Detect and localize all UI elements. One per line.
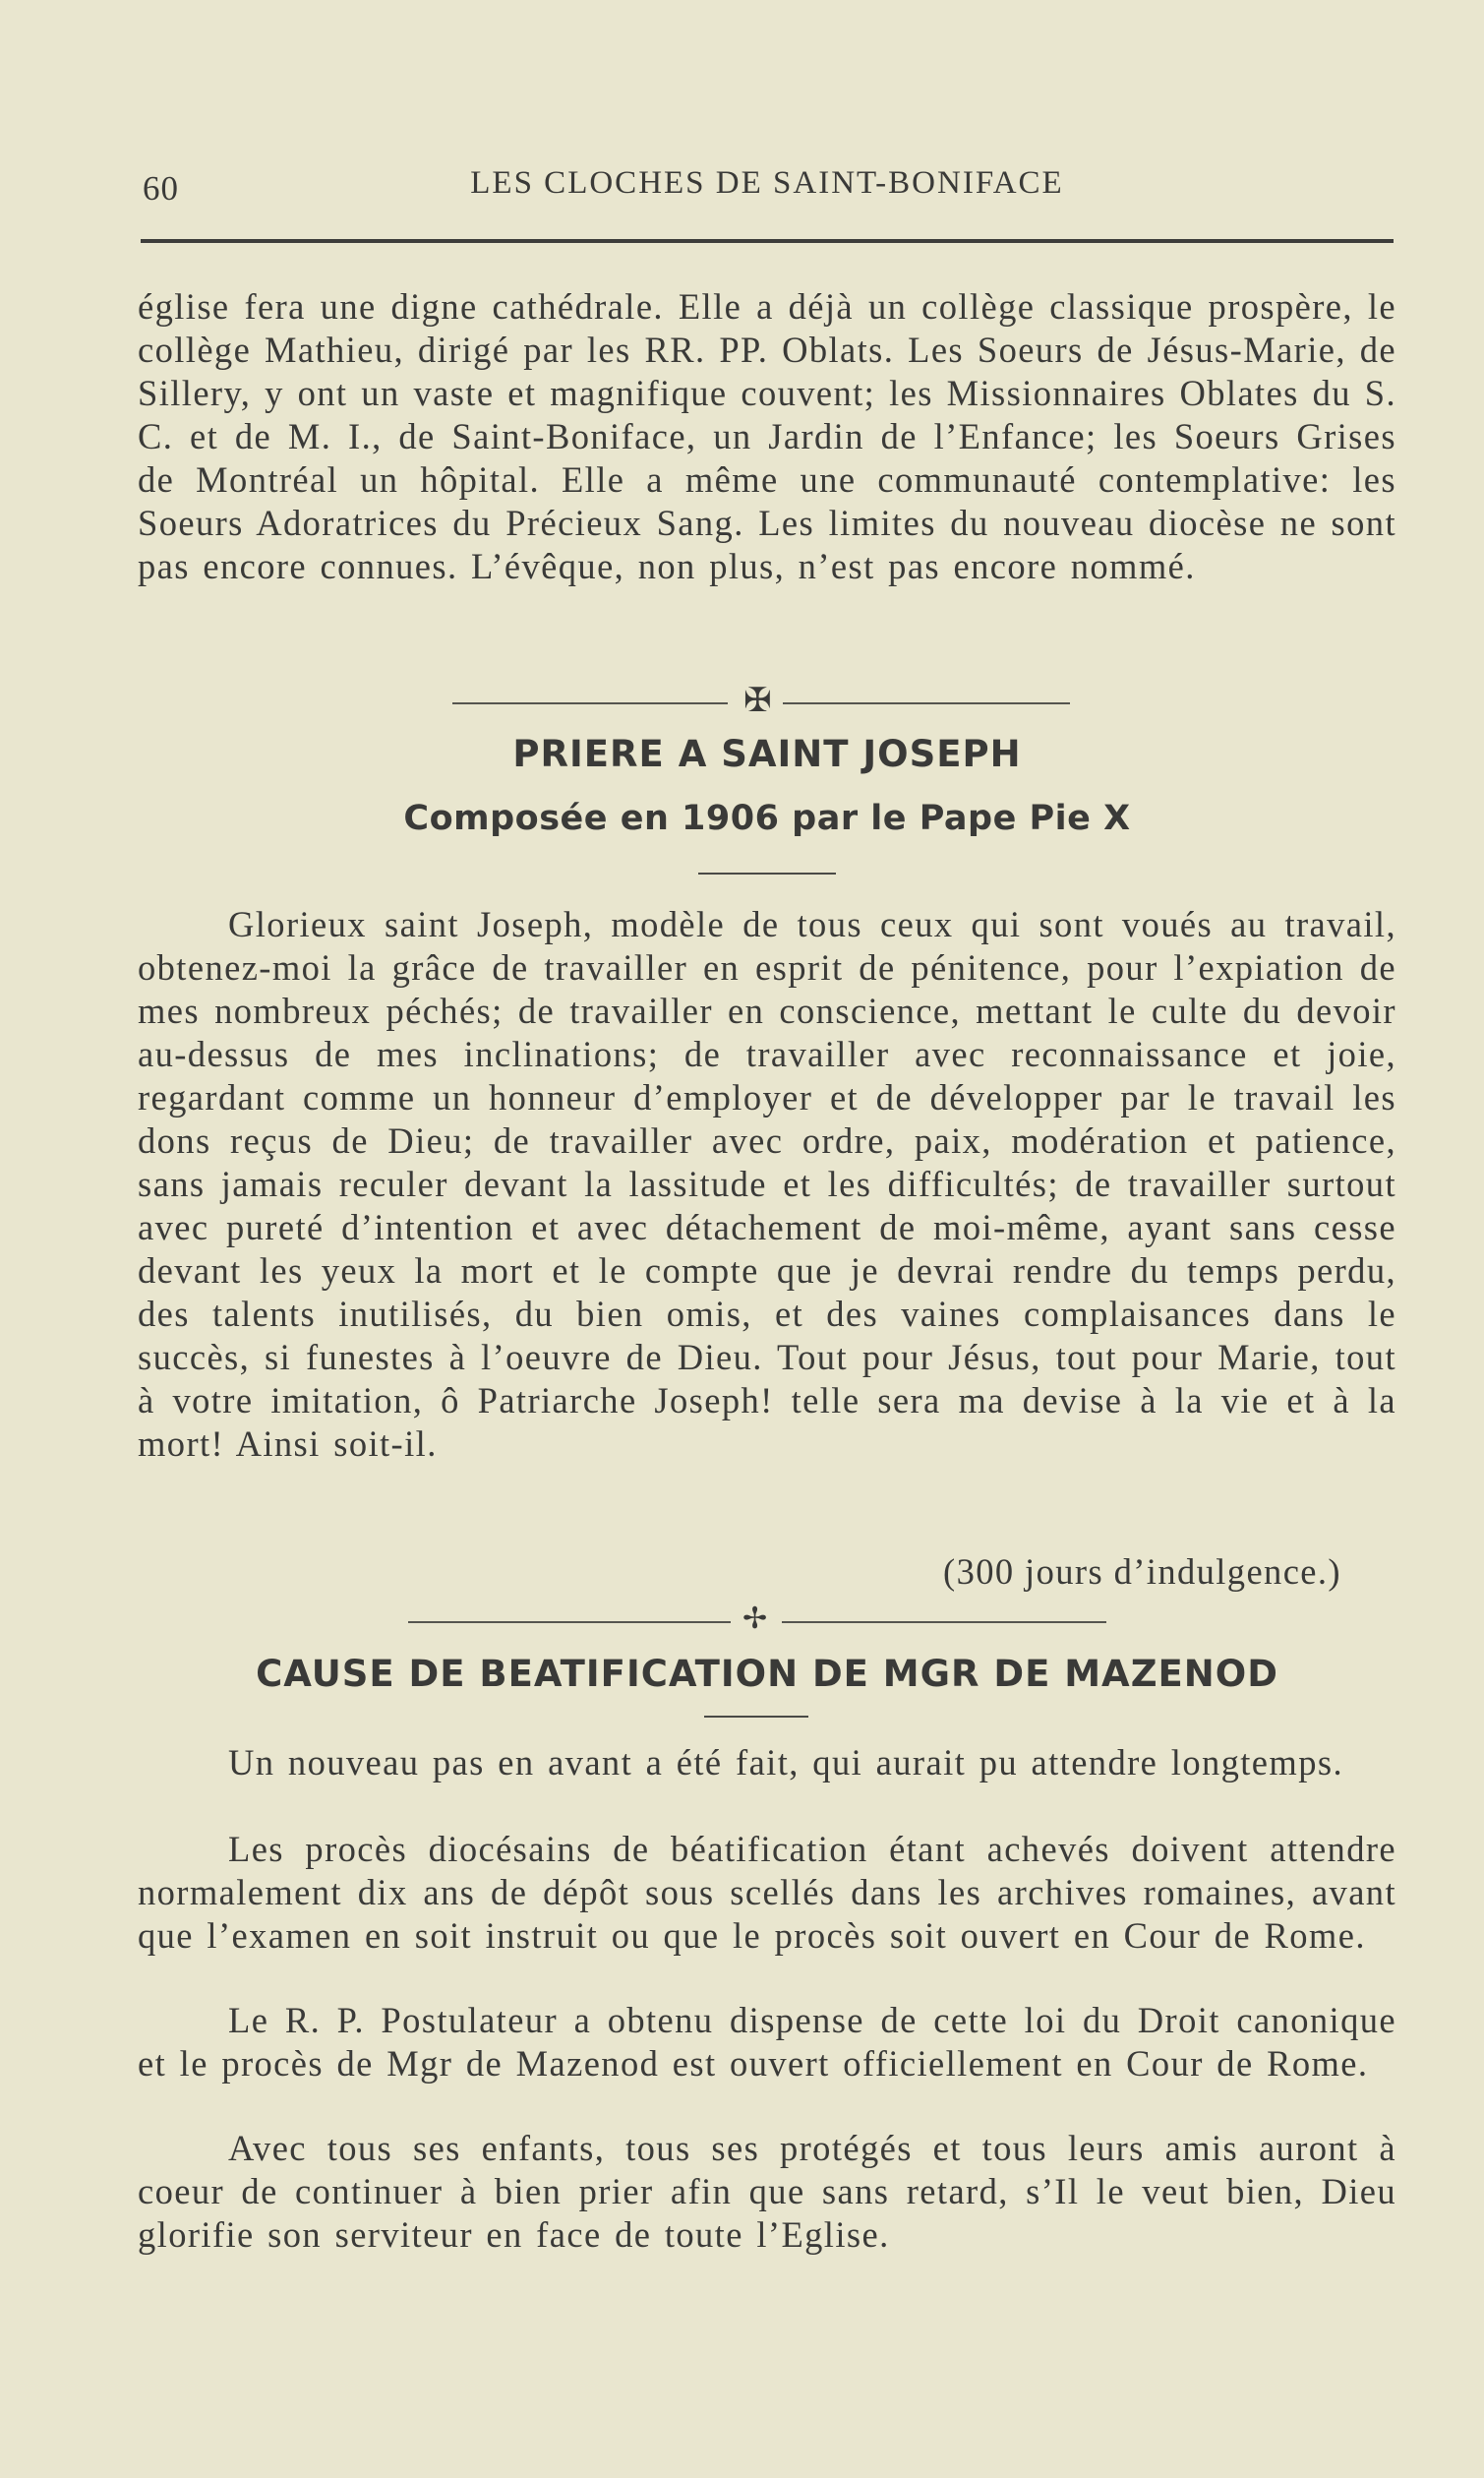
prayer-title: PRIERE A SAINT JOSEPH: [512, 733, 1022, 775]
prayer-subtitle: Composée en 1906 par le Pape Pie X: [403, 799, 1131, 838]
page-number: 60: [143, 169, 179, 208]
cross-ornament-icon: ✢: [742, 1602, 768, 1636]
divider-line-right: [782, 1621, 1106, 1623]
intro-paragraph: église fera une digne cathédrale. Elle a déjà un collège classique prospère, le collège Mathieu, dirigé par les RR. PP. Oblats. Les Soeurs de Jésus-Marie, de Sillery, y ont un vaste et magnifique couvent; les Missionnaires Oblates du S. C. et de M. I., de Saint-Boniface, un Jardin de l’Enfance; les Soeurs Grises de Montréal un hôpital. Elle a même une communauté contemplative: les Soeurs Adoratrices du Précieux Sang. Les limites du nouveau diocèse ne sont pas encore connues. L’évêque, non plus, n’est pas encore nommé.: [138, 286, 1396, 586]
cause-paragraph: Un nouveau pas en avant a été fait, qui aurait pu attendre longtemps.: [228, 1742, 1343, 1783]
cause-paragraph: Les procès diocésains de béatification étant achevés doivent attendre normalement dix ans de dépôt sous scellés dans les archives romaines, avant que l’examen en soit instruit ou que le procès soit ouvert en Cour de Rome.: [138, 1829, 1396, 1956]
section-divider: [452, 683, 1072, 722]
cross-ornament-icon: ✠: [743, 681, 772, 720]
divider-line-right: [783, 702, 1070, 704]
cause-title: CAUSE DE BEATIFICATION DE MGR DE MAZENOD: [256, 1653, 1278, 1695]
section-divider: [408, 1602, 1108, 1641]
page-header: [138, 165, 1396, 214]
cause-title-rule: [704, 1716, 808, 1718]
subtitle-rule: [698, 873, 836, 875]
indulgence-note: (300 jours d’indulgence.): [943, 1551, 1341, 1592]
running-title: LES CLOCHES DE SAINT-BONIFACE: [470, 165, 1064, 201]
divider-line-left: [408, 1621, 731, 1623]
cause-paragraph: Avec tous ses enfants, tous ses protégés et tous leurs amis auront à coeur de continuer à bien prier afin que sans retard, s’Il le veut bien, Dieu glorifie son serviteur en face de toute l’Eglise.: [138, 2128, 1396, 2255]
prayer-paragraph: Glorieux saint Joseph, modèle de tous ceux qui sont voués au travail, obtenez-moi la grâce de travailler en esprit de pénitence, pour l’expiation de mes nombreux péchés; de travailler en conscience, mettant le culte du devoir au-dessus de mes inclinations; de travailler avec reconnaissance et joie, regardant comme un honneur d’employer et de développer par le travail les dons reçus de Dieu; de travailler avec ordre, paix, modération et patience, sans jamais reculer devant la lassitude et les difficultés; de travailler surtout avec pureté d’intention et avec détachement de moi-même, ayant sans cesse devant les yeux la mort et le compte que je devrai rendre du temps perdu, des talents inutilisés, du bien omis, et des vaines complaisances dans le succès, si funestes à l’oeuvre de Dieu. Tout pour Jésus, tout pour Marie, tout à votre imitation, ô Patriarche Joseph! telle sera ma devise à la vie et à la mort! Ainsi soit-il.: [138, 904, 1396, 1464]
header-rule: [141, 239, 1394, 243]
cause-paragraph: Le R. P. Postulateur a obtenu dispense de cette loi du Droit canonique et le procès de Mgr de Mazenod est ouvert officiellement en Cour de Rome.: [138, 2000, 1396, 2084]
divider-line-left: [452, 702, 728, 704]
